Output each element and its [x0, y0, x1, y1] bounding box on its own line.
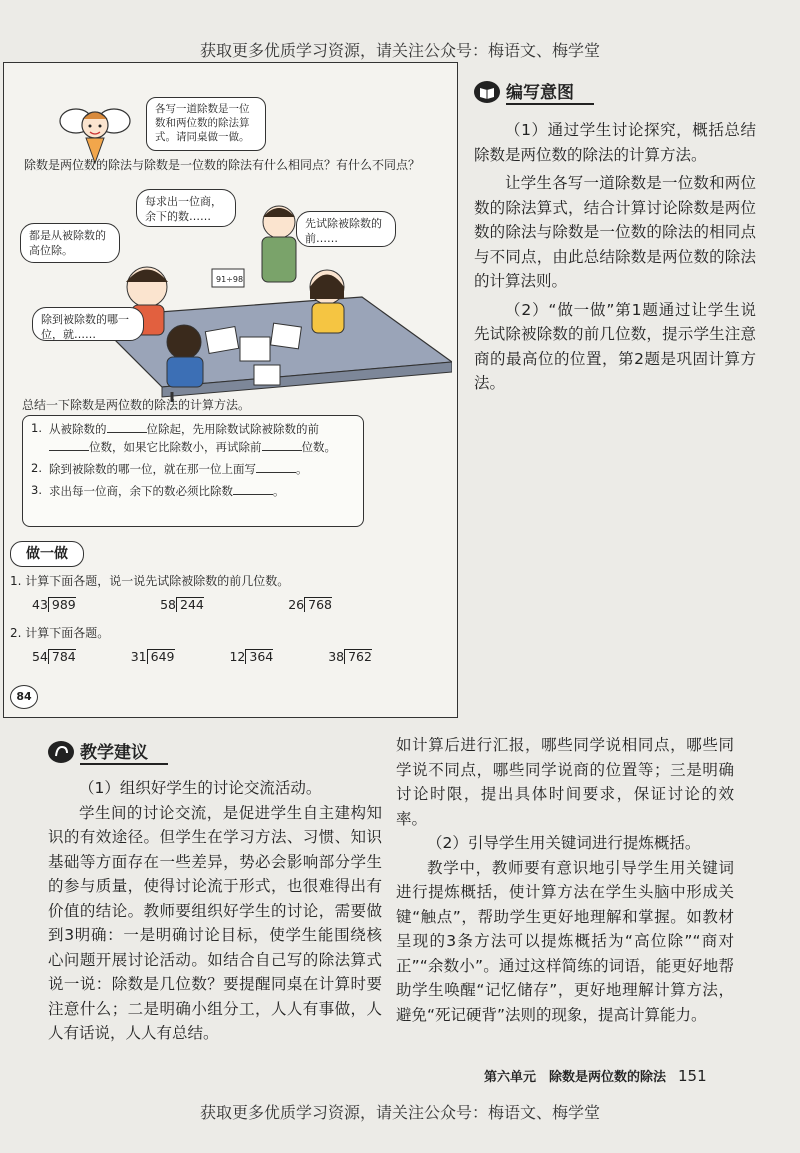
textbook-panel — [3, 62, 458, 718]
intent-body — [474, 118, 756, 396]
summary-item-1: 1. 从被除数的 位除起，先用除数试除被除数的前位数，如果它比除数小，再试除前 位数。 — [31, 421, 336, 454]
fairy-speech-bubble: 各写一道除数是一位数和两位数的除法算式。请同桌做一做。 — [146, 97, 266, 151]
exercise-2-prompt: 2. 计算下面各题。 — [10, 626, 110, 640]
fill-blank[interactable] — [233, 482, 273, 495]
division-problem: 31 649 — [130, 649, 175, 664]
teaching-paragraph: 学生间的讨论交流，是促进学生自主建构知识的有效途径。但学生在学习方法、习惯、知识基础等方面存在一些差异，势必会影响部分学生的参与质量，使得讨论流于形式，也很难得出有价值的结论。教师要组织好学生的讨论，需要做到3明确：一是明确讨论目标，使学生能围绕核心问题开展讨论活动。如结合自己写的除法算式说一说：除数是几位数？要提醒同桌在计算时要注意什么；二是明确小组分工，人人有事做，人人有话说，人人有总结。 — [48, 803, 382, 1042]
summary-title: 总结一下除数是两位数的除法的计算方法。 — [22, 398, 251, 412]
teaching-paragraph: （2）引导学生用关键词进行提炼概括。 — [427, 834, 701, 852]
practice-label: 做一做 — [10, 541, 84, 567]
division-problem: 12 364 — [229, 649, 274, 664]
svg-text:91÷98: 91÷98 — [216, 275, 244, 284]
summary-item-3: 3. 求出每一位商，余下的数必须比除数 。 — [31, 483, 285, 498]
book-icon — [474, 81, 500, 103]
unit-title: 第六单元 除数是两位数的除法 — [484, 1070, 667, 1085]
division-problem: 43 989 — [32, 597, 76, 612]
exercise-2-problems — [32, 649, 372, 664]
summary-item-2: 2. 除到被除数的哪一位，就在那一位上面写 。 — [31, 461, 308, 476]
watermark-bottom: 获取更多优质学习资源，请关注公众号：梅语文、梅学堂 — [199, 1103, 600, 1122]
teaching-paragraph: 教学中，教师要有意识地引导学生用关键词进行提炼概括，使计算方法在学生头脑中形成关键“触点”，帮助学生更好地理解和掌握。如教材呈现的3条方法可以提炼概括为“高位除”“商对正”“余数小”。通过这样简练的词语，能更好地帮助学生唤醒“记忆储存”，更好地理解计算方法，避免“死记硬背”法则的现象，提高计算能力。 — [396, 858, 734, 1024]
textbook-page-number: 84 — [10, 685, 38, 709]
hand-icon — [48, 741, 74, 763]
intent-paragraph: （2）“做一做”第1题通过让学生说先试除被除数的前几位数，提示学生注意商的最高位的位置，第2题是巩固计算方法。 — [474, 300, 756, 392]
teaching-heading: 教学建议 — [48, 738, 168, 765]
speech-bubble-3: 先试除被除数的前…… — [296, 211, 396, 247]
page-footer — [484, 1066, 707, 1085]
division-problem: 54 784 — [32, 649, 76, 664]
discussion-question: 除数是两位数的除法与除数是一位数的除法有什么相同点？有什么不同点？ — [24, 158, 421, 172]
summary-box — [22, 415, 364, 527]
teaching-paragraph: 如计算后进行汇报，哪些同学说相同点，哪些同学说不同点，哪些同学说商的位置等；三是明确讨论时限，提出具体时间要求，保证讨论的效率。 — [396, 736, 734, 828]
teaching-right-column — [396, 733, 734, 1027]
intent-heading: 编写意图 — [474, 78, 594, 105]
teaching-paragraph: （1）组织好学生的讨论交流活动。 — [79, 779, 322, 797]
division-problem: 26 768 — [288, 597, 332, 612]
exercise-1-problems — [32, 597, 332, 612]
fill-blank[interactable] — [49, 438, 89, 451]
intent-paragraph: （1）通过学生讨论探究，概括总结除数是两位数的除法的计算方法。 — [474, 121, 756, 164]
division-problem: 38 762 — [328, 649, 372, 664]
speech-bubble-1: 每求出一位商，余下的数…… — [136, 189, 236, 227]
division-problem: 58 244 — [160, 597, 204, 612]
speech-bubble-4: 除到被除数的哪一位，就…… — [32, 307, 144, 341]
page-number: 151 — [678, 1067, 707, 1085]
exercise-1-prompt: 1. 计算下面各题，说一说先试除被除数的前几位数。 — [10, 574, 290, 588]
fill-blank[interactable] — [262, 438, 302, 451]
speech-bubble-2: 都是从被除数的高位除。 — [20, 223, 120, 263]
teaching-left-column — [48, 776, 382, 1046]
fill-blank[interactable] — [256, 460, 296, 473]
fill-blank[interactable] — [107, 420, 147, 433]
intent-paragraph: 让学生各写一道除数是一位数和两位数的除法算式，结合计算讨论除数是两位数的除法与除数是一位数的除法的相同点与不同点，由此总结除数是两位数的除法的计算法则。 — [474, 174, 756, 290]
watermark-top: 获取更多优质学习资源，请关注公众号：梅语文、梅学堂 — [199, 41, 600, 60]
